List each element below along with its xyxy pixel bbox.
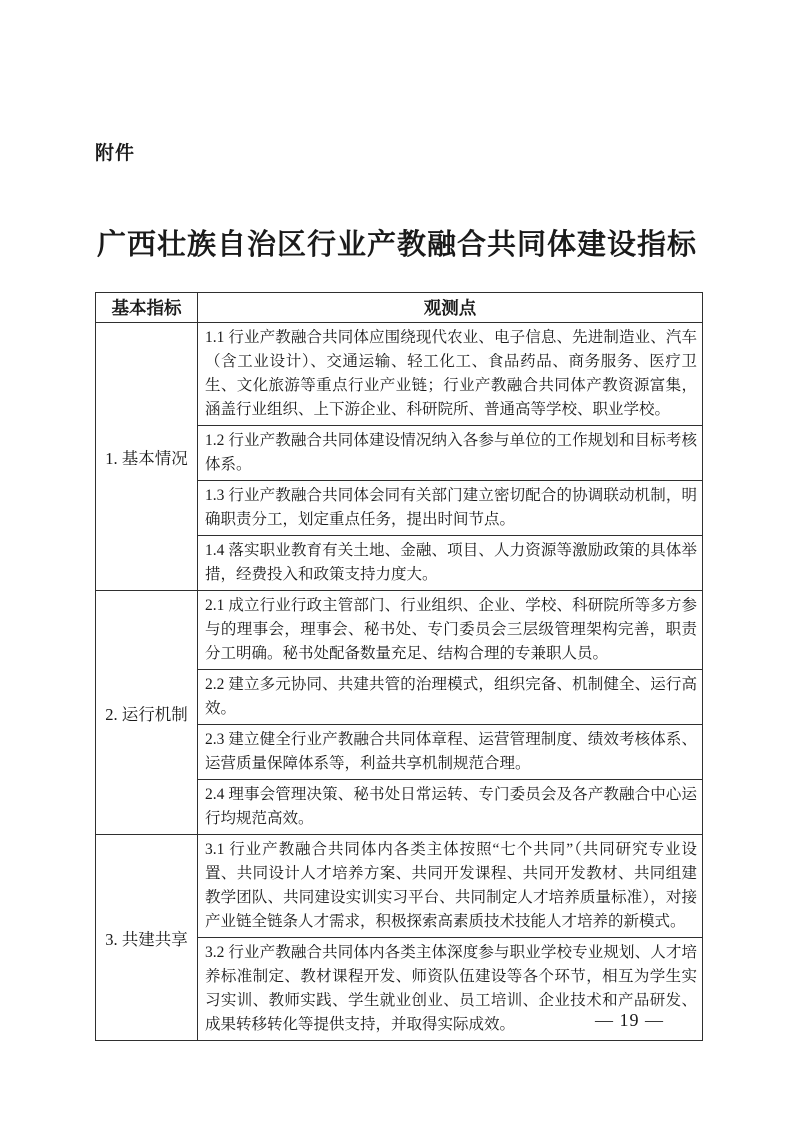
indicator-group-2-label: 2. 运行机制	[96, 591, 198, 835]
observation-point-2-4: 2.4 理事会管理决策、秘书处日常运转、专门委员会及各产教融合中心运行均规范高效。	[198, 780, 703, 835]
indicator-group-1-label: 1. 基本情况	[96, 323, 198, 591]
observation-point-3-1: 3.1 行业产教融合共同体内各类主体按照“七个共同”（共同研究专业设置、共同设计人才培养方案、共同开发课程、共同开发教材、共同组建教学团队、共同建设实训实习平台、共同制定人才培养质量标准），对接产业链全链条人才需求，积极探索高素质技术技能人才培养的新模式。	[198, 835, 703, 938]
observation-point-2-1: 2.1 成立行业行政主管部门、行业组织、企业、学校、科研院所等多方参与的理事会，理事会、秘书处、专门委员会三层级管理架构完善，职责分工明确。秘书处配备数量充足、结构合理的专兼职人员。	[198, 591, 703, 670]
observation-point-1-1: 1.1 行业产教融合共同体应围绕现代农业、电子信息、先进制造业、汽车（含工业设计）、交通运输、轻工化工、食品药品、商务服务、医疗卫生、文化旅游等重点行业产业链；行业产教融合共同体产教资源富集，涵盖行业组织、上下游企业、科研院所、普通高等学校、职业学校。	[198, 323, 703, 426]
observation-point-1-3: 1.3 行业产教融合共同体会同有关部门建立密切配合的协调联动机制，明确职责分工，划定重点任务，提出时间节点。	[198, 481, 703, 536]
column-header-basic-indicator: 基本指标	[96, 293, 198, 323]
table-row	[96, 591, 703, 670]
table-row	[96, 835, 703, 938]
indicators-table	[95, 292, 703, 1041]
observation-point-2-3: 2.3 建立健全行业产教融合共同体章程、运营管理制度、绩效考核体系、运营质量保障体系等，利益共享机制规范合理。	[198, 725, 703, 780]
indicator-group-3-label: 3. 共建共享	[96, 835, 198, 1041]
observation-point-2-2: 2.2 建立多元协同、共建共管的治理模式，组织完备、机制健全、运行高效。	[198, 670, 703, 725]
observation-point-3-2: 3.2 行业产教融合共同体内各类主体深度参与职业学校专业规划、人才培养标准制定、教材课程开发、师资队伍建设等各个环节，相互为学生实习实训、教师实践、学生就业创业、员工培训、企业技术和产品研发、成果转移转化等提供支持，并取得实际成效。	[198, 938, 703, 1041]
page-title: 广西壮族自治区行业产教融合共同体建设指标	[96, 229, 697, 262]
page-number: — 19 —	[595, 1010, 664, 1030]
observation-point-1-4: 1.4 落实职业教育有关土地、金融、项目、人力资源等激励政策的具体举措，经费投入和政策支持力度大。	[198, 536, 703, 591]
attachment-label: 附件	[95, 142, 136, 164]
table-header-row	[96, 293, 703, 323]
table-row	[96, 323, 703, 426]
column-header-observation-point: 观测点	[198, 293, 703, 323]
observation-point-1-2: 1.2 行业产教融合共同体建设情况纳入各参与单位的工作规划和目标考核体系。	[198, 426, 703, 481]
